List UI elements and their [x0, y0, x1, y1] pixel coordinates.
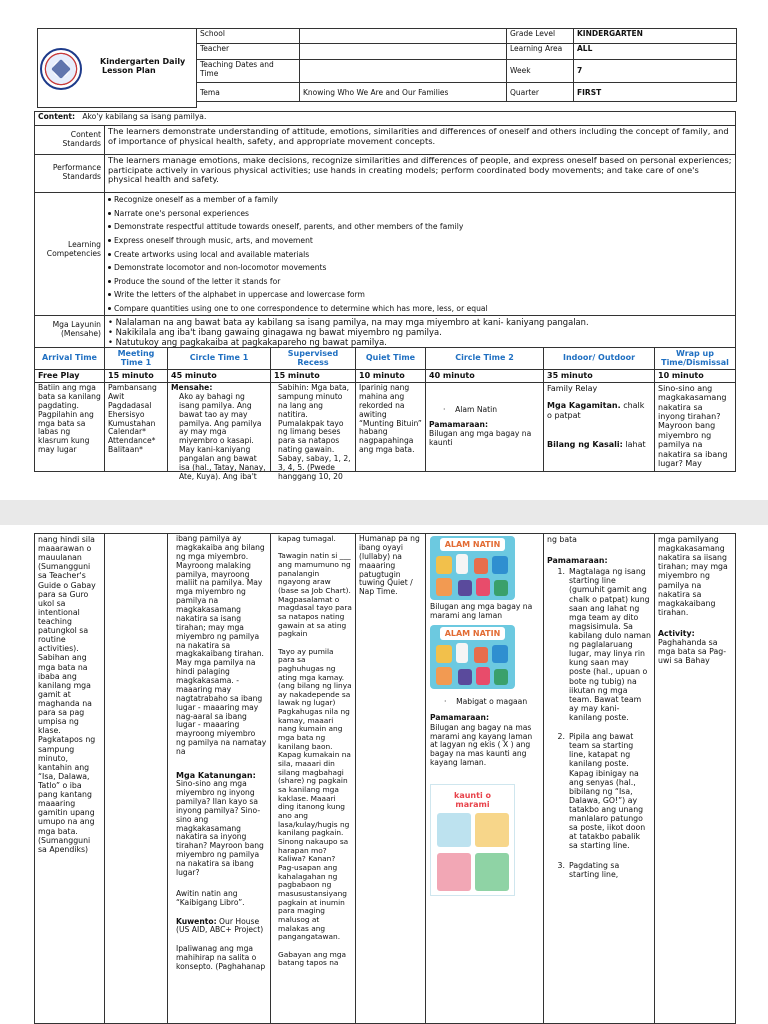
duration-cell: 10 minuto — [355, 369, 426, 383]
alam-natin-worksheet-image-1: ALAM NATIN — [430, 536, 515, 600]
performance-standards-text: The learners manage emotions, make decisions, recognize similarities and differences of people, and express oneself based on personal experiences; participate actively in various physical activities; use hands in creating models; perform coordinated body movements; and take care of one's physical health and safety. — [104, 154, 736, 193]
p2-arrival: nang hindi sila maaarawan o mauulanan (Sumangguni sa Teacher's Guide o Gabay para sa Guro ukol sa intentional teaching patungkol sa routine activities). Sabihan ang mga bata na ibaba ang kanilang mga gamit at maghanda na para sa pag umpisa ng klase. Pagkatapos ng sampung minuto, kantahin ang “Isa, Dalawa, Tatlo” o iba pang kantang maaaring gamitin upang umupo na ang mga bata. (Sumangguni sa Apendiks) — [34, 533, 105, 1024]
circle2-instruction-2: Bilugan ang bagay na mas marami ang kayang laman at lagyan ng ekis ( X ) ang bagay na mas kaunti ang kayang laman. — [430, 723, 533, 767]
school-label: School — [196, 28, 300, 44]
competency-item: Write the letters of the alphabet in uppercase and lowercase form — [108, 288, 732, 302]
bullet-icon — [108, 253, 111, 256]
week-label: Week — [506, 59, 574, 83]
circle2-pamamaraan: Pamamaraan: — [430, 713, 489, 722]
logo-box — [37, 28, 197, 108]
column-header: Circle Time 2 — [425, 347, 544, 370]
duration-cell: 40 minuto — [425, 369, 544, 383]
duration-cell: 15 minuto — [104, 369, 168, 383]
bullet-icon — [108, 293, 111, 296]
competency-item: Express oneself through music, arts, and movement — [108, 234, 732, 248]
column-header: Meeting Time 1 — [104, 347, 168, 370]
duration-cell: 35 minuto — [543, 369, 655, 383]
mensahe-heading: Mensahe: — [171, 383, 213, 392]
bullet-icon — [108, 225, 111, 228]
bullet-icon — [108, 212, 111, 215]
relay-step: 2. Pipila ang bawat team sa starting line, katapat ng kanilang poste. Kapag ibinigay na ang senyas (hal., bibilang ng “Isa, Dalawa, GO!”) ay tatakbo ang unang manlalaro patungo sa poste, iikot doon at tatakbo pabalik sa starting line. — [553, 732, 651, 850]
p1-wrap: Sino-sino ang magkakasamang nakatira sa inyong tirahan? Mayroon bang miyembro ng pamilya na nakatira sa ibang lugar? May — [654, 382, 736, 472]
competency-item: Compare quantities using one to one correspondence to determine which has more, less, or equal — [108, 302, 732, 316]
content-standards-text: The learners demonstrate understanding of attitude, emotions, similarities and differences of oneself and others including the concept of family, and of importance of physical health, safety, and appropriate movement concepts. — [104, 125, 736, 155]
duration-cell: 45 minuto — [167, 369, 271, 383]
competency-item: Demonstrate respectful attitude towards oneself, parents, and other members of the family — [108, 220, 732, 234]
p1-quiet: Iparinig nang mahina ang rekorded na awiting “Munting Bituin” habang nagpapahinga ang mga bata. — [355, 382, 426, 472]
bullet-icon — [108, 239, 111, 242]
p2-circle2 — [425, 533, 544, 1024]
dates-value[interactable] — [299, 59, 507, 83]
column-header: Supervised Recess — [270, 347, 356, 370]
grade-label: Grade Level — [506, 28, 574, 44]
p2-recess: kapag tumagal. Tawagin natin si ___ ang mamumuno ng panalangin ngayong araw (base sa Job Chart). Magpasalamat o magdasal tayo para sa natapos nating gawain at sa ating pagkain Tayo ay pumila para sa paghuhugas ng ating mga kamay. (ang bilang ng linya ay nakadepende sa lawak ng lugar) Pagkahugas nila ng kamay, maaari nang kumain ang mga bata ng kanilang baon. Kapag kumakain na sila, maaari din silang magbahagi (share) ng pagkain sa kanilang mga kaklase. Maaari ding itanong kung ano ang lasa/kulay/hugis ng kanilang pagkain. Sinong nakaupo sa harapan mo? Kaliwa? Kanan? Pag-usapan ang kahalagahan ng pagbabaon ng masusustansiyang pagkain at inumin para maging malusog at malakas ang pangangatawan. Gabayan ang mga batang tapos na — [270, 533, 356, 1024]
performance-standards-label: Performance Standards — [34, 154, 105, 193]
mabigat-item: · Mabigat o magaan — [444, 697, 528, 706]
teacher-label: Teacher — [196, 43, 300, 60]
step-number: 3. — [557, 860, 565, 870]
content-value: Ako'y kabilang sa isang pamilya. — [82, 112, 207, 121]
alam-natin-item: · Alam Natin — [443, 405, 498, 414]
column-header: Indoor/ Outdoor — [543, 347, 655, 370]
p1-arrival: Batiin ang mga bata sa kanilang pagdating. Pagpilahin ang mga bata sa labas ng klasrum kung may lugar — [34, 382, 105, 472]
column-header: Arrival Time — [34, 347, 105, 370]
competency-item: Demonstrate locomotor and non-locomotor movements — [108, 261, 732, 275]
area-label: Learning Area — [506, 43, 574, 60]
layunin-list — [104, 315, 736, 348]
alam-natin-worksheet-image-2: ALAM NATIN — [430, 625, 515, 689]
content-label: Content: — [38, 112, 76, 121]
competencies-label: Learning Competencies — [34, 192, 105, 316]
bullet-icon — [108, 198, 111, 201]
layunin-label: Mga Layunin (Mensahe) — [34, 315, 105, 348]
teacher-value[interactable] — [299, 43, 507, 60]
p1-circle1: Mensahe: Ako ay bahagi ng isang pamilya. Ang bawat tao ay may pamilya. Ang pamilya ay may mga miyembro o kasapi. May kani-kaniyang pangalan ang bawat isa (hal., Tatay, Nanay, Ate, Kuya). Ang iba't — [167, 382, 271, 472]
duration-cell: Free Play — [34, 369, 105, 383]
school-value[interactable] — [299, 28, 507, 44]
column-header: Quiet Time — [355, 347, 426, 370]
grade-value: KINDERGARTEN — [573, 28, 737, 44]
competency-item: Create artworks using local and available materials — [108, 247, 732, 261]
layunin-item: • Nakikilala ang iba't ibang gawaing ginagawa ng bawat miyembro ng pamilya. — [108, 327, 442, 338]
circle2-instruction-1: Bilugan ang mga bagay na marami ang laman — [430, 602, 533, 620]
p1-circle2: · Alam Natin Pamamaraan: Bilugan ang mga bagay na kaunti — [425, 382, 544, 472]
step-number: 1. — [557, 567, 565, 577]
duration-cell: 10 minuto — [654, 369, 736, 383]
p2-quiet: Humanap pa ng ibang oyayi (lullaby) na maaaring patugtugin tuwing Quiet / Nap Time. — [355, 533, 426, 1024]
relay-step: 3. Pagdating sa starting line, — [553, 861, 651, 879]
relay-step: 1. Magtalaga ng isang starting line (gumuhit gamit ang chalk o patpat) kung saan ang lahat ng mga team ay dito magsisimula. Sa kabilang dulo naman ng paglalaruang lugar, may linya rin kung saan may poste (hal., upuan o bote ng tubig) na iikutan ng mga team. Bawat team ay may kani-kanilang poste. — [553, 567, 651, 722]
column-header: Wrap up Time/Dismissal — [654, 347, 736, 370]
area-value: ALL — [573, 43, 737, 60]
p2-indoor: ng bata Pamamaraan: 1. Magtalaga ng isang starting line (gumuhit gamit ang chalk o patpat) kung saan ang lahat ng mga team ay dito magsisimula. Sa kabilang dulo naman ng paglalaruang lugar, may linya rin kung saan may poste (hal., upuan o bote ng tubig) na iikutan ng mga team. Bawat team ay may kani-kanilang poste. 2. Pipila ang bawat team sa starting line, katapat ng kanilang poste. Kapag ibinigay na ang senyas (hal., bibilang ng “Isa, Dalawa, GO!”) ay tatakbo ang unang manlalaro patungo sa poste, iikot doon at tatakbo pabalik sa starting line. 3. Pagdating sa starting line, — [543, 533, 655, 1024]
competency-item: Produce the sound of the letter it stands for — [108, 275, 732, 289]
p2-meeting — [104, 533, 168, 1024]
content-row — [34, 111, 736, 126]
layunin-item: • Natutukoy ang pagkakaiba at pagkakapareho ng bawat pamilya. — [108, 337, 387, 348]
duration-cell: 15 minuto — [270, 369, 356, 383]
dates-label: Teaching Dates and Time — [196, 59, 300, 83]
p1-recess: Sabihin: Mga bata, sampung minuto na lang ang natitira. Pumalakpak tayo ng limang beses para sa natapos nating gawain. Sabay, sabay, 1, 2, 3, 4, 5. (Pwede hanggang 10, 20 — [270, 382, 356, 472]
quarter-label: Quarter — [506, 82, 574, 102]
layunin-item: • Nalalaman na ang bawat bata ay kabilang sa isang pamilya, na may mga miyembro at kani- kaniyang pangalan. — [108, 317, 589, 327]
step-number: 2. — [557, 732, 565, 742]
week-value: 7 — [573, 59, 737, 83]
content-standards-label: Content Standards — [34, 125, 105, 155]
p2-circle1: ibang pamilya ay magkakaiba ang bilang ng mga miyembro. Mayroong malaking pamilya, mayroong maliit na pamilya. May mga miyembro ng pamilya na magkakasamang nakatira sa isang tirahan; may mga miyembro ng pamilya na nakatira sa magkakaibang tirahan. May mga pamilya na hindi palaging magkakasama. - maaaring may nagtatrabaho sa ibang lugar - maaaring may nag-aaral sa ibang lugar - maaaring mayroong miyembro ng pamilya na namatay na Mga Katanungan: Sino-sino ang mga miyembro ng inyong pamilya? Ilan kayo sa inyong pamilya? Sino-sino ang magkakasamang nakatira sa inyong tirahan? Mayroon bang miyembro ng pamilya na nakatira sa ibang lugar? Awitin natin ang “Kaibigang Libro”. Kuwento: Our House (US AID, ABC+ Project) Ipaliwanag ang mga mahihirap na salita o konsepto. (Paghahanap — [167, 533, 271, 1024]
activity-heading: Activity: — [658, 628, 695, 638]
column-header: Circle Time 1 — [167, 347, 271, 370]
quarter-value: FIRST — [573, 82, 737, 102]
p1-meeting: Pambansang Awit Pagdadasal Ehersisyo Kumustahan Calendar* Attendance* Balitaan* — [104, 382, 168, 472]
competencies-list — [104, 192, 736, 316]
kaunti-o-marami-worksheet-image: kaunti o marami — [430, 784, 515, 896]
plan-title: Kindergarten Daily Lesson Plan — [100, 57, 186, 75]
competency-item: Recognize oneself as a member of a family — [108, 193, 732, 207]
relay-steps — [547, 567, 651, 879]
p1-indoor: Family Relay Mga Kagamitan. chalk o patpat Bilang ng Kasali: lahat — [543, 382, 655, 472]
tema-value: Knowing Who We Are and Our Families — [299, 82, 507, 102]
tema-label: Tema — [196, 82, 300, 102]
page-1 — [0, 0, 768, 500]
katanungan-heading: Mga Katanungan: — [176, 770, 256, 780]
bullet-icon — [108, 266, 111, 269]
bullet-icon — [108, 280, 111, 283]
page-2 — [0, 525, 768, 1024]
p2-wrap: mga pamilyang magkakasamang nakatira sa iisang tirahan; may mga miyembro ng pamilya na nakatira sa magkakaibang tirahan. Activity: Paghahanda sa mga bata sa Pag-uwi sa Bahay — [654, 533, 736, 1024]
competency-item: Narrate one's personal experiences — [108, 207, 732, 221]
bullet-icon — [108, 307, 111, 310]
